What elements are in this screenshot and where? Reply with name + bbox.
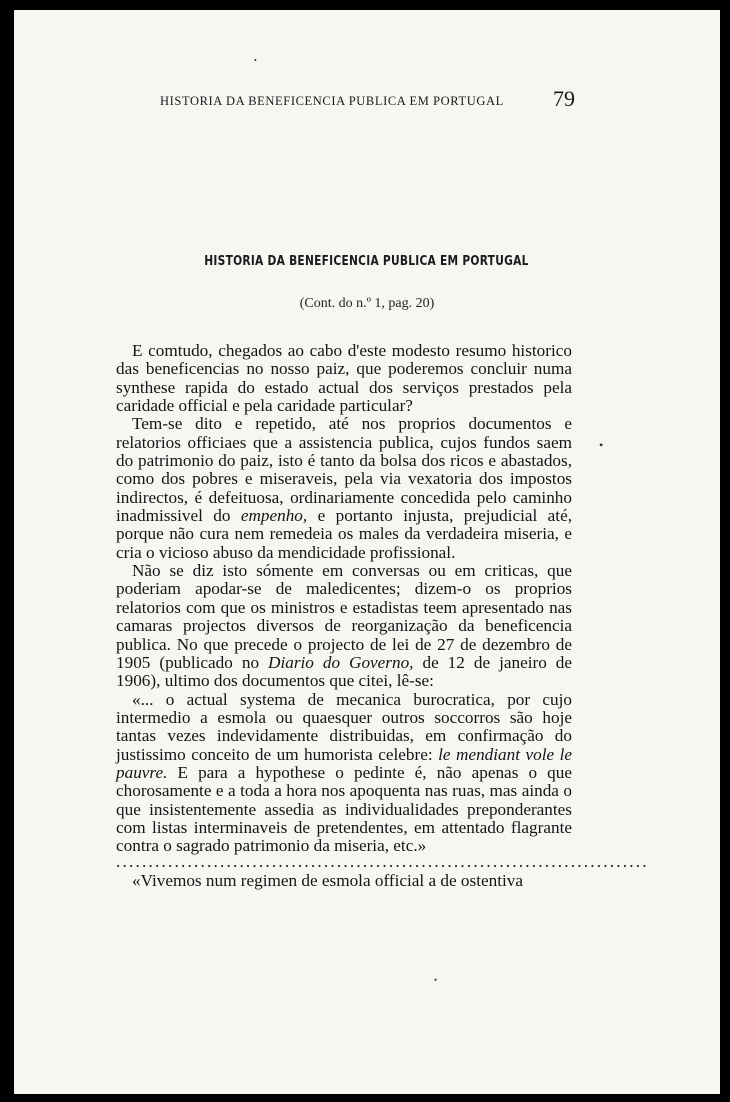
document-page (14, 10, 720, 1094)
paragraph-3: Não se diz isto sómente em conversas ou em criticas, que poderiam apodar-se de maledicentes; dizem-o os proprios relatorios com que os ministros e estadistas teem apresentado nas camaras projectos diversos de reorganização da beneficencia publica. No que precede o projecto de lei de 27 de dezembro de 1905 (publicado no Diario do Governo, de 12 de janeiro de 1906), ultimo dos documentos que citei, lê-se: (116, 561, 572, 691)
ellipsis-line: .................................................................................. (116, 851, 649, 871)
article-body (116, 341, 649, 890)
bleed-through-text (110, 128, 580, 272)
continuation-note: (Cont. do n.º 1, pag. 20) (299, 296, 435, 311)
running-header: HISTORIA DA BENEFICENCIA PUBLICA EM PORTUGAL (160, 94, 504, 108)
paragraph-2: Tem-se dito e repetido, até nos proprios documentos e relatorios officiaes que a assistencia publica, cujos fundos saem do patrimonio do paiz, isto é tanto da bolsa dos ricos e abastados, como dos pobres e miseraveis, pela via vexatoria dos impostos indirectos, é defeituosa, ordinariamente concedida pelo caminho inadmissivel do empenho, e portanto injusta, prejudicial até, porque não cura nem remedeia os males da verdadeira miseria, e cria o vicioso abuso da mendicidade profissional. (116, 414, 572, 562)
emphasis-diario: Diario do Governo, (268, 652, 414, 672)
emphasis-empenho: empenho, (240, 506, 308, 526)
stray-mark: • (434, 975, 438, 985)
article-title: HISTORIA DA BENEFICENCIA PUBLICA EM PORTUGAL (204, 254, 529, 269)
quote-2: «Vivemos num regimen de esmola official a de ostentiva (132, 870, 523, 890)
paragraph-1: E comtudo, chegados ao cabo d'este modesto resumo historico das beneficencias no nosso paiz, que poderemos concluir numa synthese rapida do estado actual dos serviços prestados pela caridade official e pela caridade particular? (116, 341, 572, 416)
page-number: 79 (553, 86, 575, 111)
stray-mark: • (254, 56, 257, 65)
emphasis-mendiant: le mendiant vole le pauvre. (116, 744, 572, 782)
quote-1: «... o actual systema de mecanica burocratica, por cujo intermedio a esmola ou quaesquer outros soccorros são hoje tantas vezes indevidamente distribuidas, em confirmação do justissimo conceito de um humorista celebre: le mendiant vole le pauvre. E para a hypothese o pedinte é, não apenas o que chorosamente e a toda a hora nos apoquenta nas ruas, mas ainda o que insistentemente assedia as individualidades preponderantes com listas interminaveis de pretendentes, em attentado flagrante contra o sagrado patrimonio da miseria, etc.» (116, 689, 572, 856)
stray-mark: • (599, 438, 604, 452)
